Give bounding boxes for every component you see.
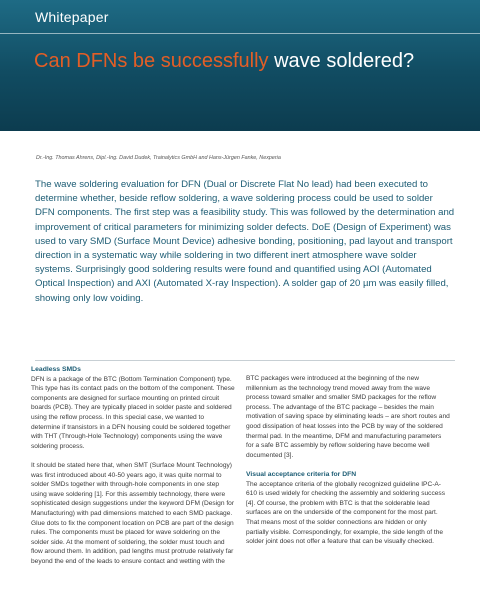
title-highlight: Can DFNs be successfully xyxy=(34,50,269,72)
author-line: Dr.-Ing. Thomas Ahrens, Dipl.-Ing. David Dudek, Trainalytics GmbH and Hans-Jürgen Fanke, Nexperia xyxy=(36,155,281,161)
section-heading-visual-acceptance: Visual acceptance criteria for DFN xyxy=(246,470,357,478)
right-column xyxy=(246,374,450,547)
document-type-label: Whitepaper xyxy=(35,9,109,25)
section-divider xyxy=(35,360,455,361)
page-title xyxy=(34,50,414,73)
body-paragraph: It should be stated here that, when SMT (Surface Mount Technology) was first introduced about 40-50 years ago, it was quite normal to solder SMDs together with through-hole components in one step using wave soldering [1]. For this assembly technology, there were sophisticated design suggestions under the keyword DFM (Design for Manufacturing) with pad dimensions matched to each SMD package. Glue dots to fix the component location on PCB are part of the design rules. The components must be placed for wave soldering on the solder side. At the moment of soldering, the solder must touch and flow around them. In addition, pad lengths must protrude relatively far beyond the end of the leads to ensure contact and wetting with the xyxy=(31,461,235,565)
header-rule xyxy=(0,33,480,34)
header-banner xyxy=(0,0,480,131)
title-rest: wave soldered? xyxy=(268,50,415,72)
body-paragraph: DFN is a package of the BTC (Bottom Termination Component) type. This type has its contact pads on the bottom of the component. These components are designed for surface mounting on printed circuit boards (PCB). They are typically placed in solder paste and soldered using the reflow process. In this special case, we wanted to determine if transistors in a DFN housing could be soldered together with THT (Through-Hole Technology) components using the wave soldering process. xyxy=(31,375,235,450)
body-paragraph: BTC packages were introduced at the beginning of the new millennium as the technology trend moved away from the wave process toward smaller and smaller SMD packages for the reflow process. The advantage of the BTC package – besides the main motivation of saving space by eliminating leads – are short routes and good dissipation of heat losses into the PCB by way of the soldered thermal pad. In the meantime, DFM and manufacturing parameters for a safe BTC assembly by reflow soldering have become well documented [3]. xyxy=(246,375,450,459)
abstract: The wave soldering evaluation for DFN (Dual or Discrete Flat No lead) had been executed to determine whether, beside reflow soldering, a wave soldering process could be used to solder DFN components. The first step was a feasibility study. This was followed by the determination and improvement of critical parameters for minimizing solder defects. DoE (Design of Experiment) was used to vary SMD (Surface Mount Device) adhesive bonding, positioning, pad layout and transport direction in a systematic way while soldering in two different inert atmosphere wave solder systems. Surprisingly good soldering results were found and quantified using AOI (Automated Optical Inspection) and AXI (Automated X-ray Inspection). A solder gap of 20 µm was easily filled, showing only low voiding. xyxy=(35,179,455,304)
left-column xyxy=(31,365,235,566)
section-heading-leadless-smds: Leadless SMDs xyxy=(31,366,81,373)
body-paragraph: The acceptance criteria of the globally recognized guideline IPC-A-610 is used widely for checking the assembly and soldering success [4]. Of course, the problem with BTC is that the solderable lead surfaces are on the underside of the component for the most part. That means most of the solder connections are hidden or only partially visible. Correspondingly, for example, the side length of the solder joint does not offer a feature that can be visually checked. xyxy=(246,480,446,546)
